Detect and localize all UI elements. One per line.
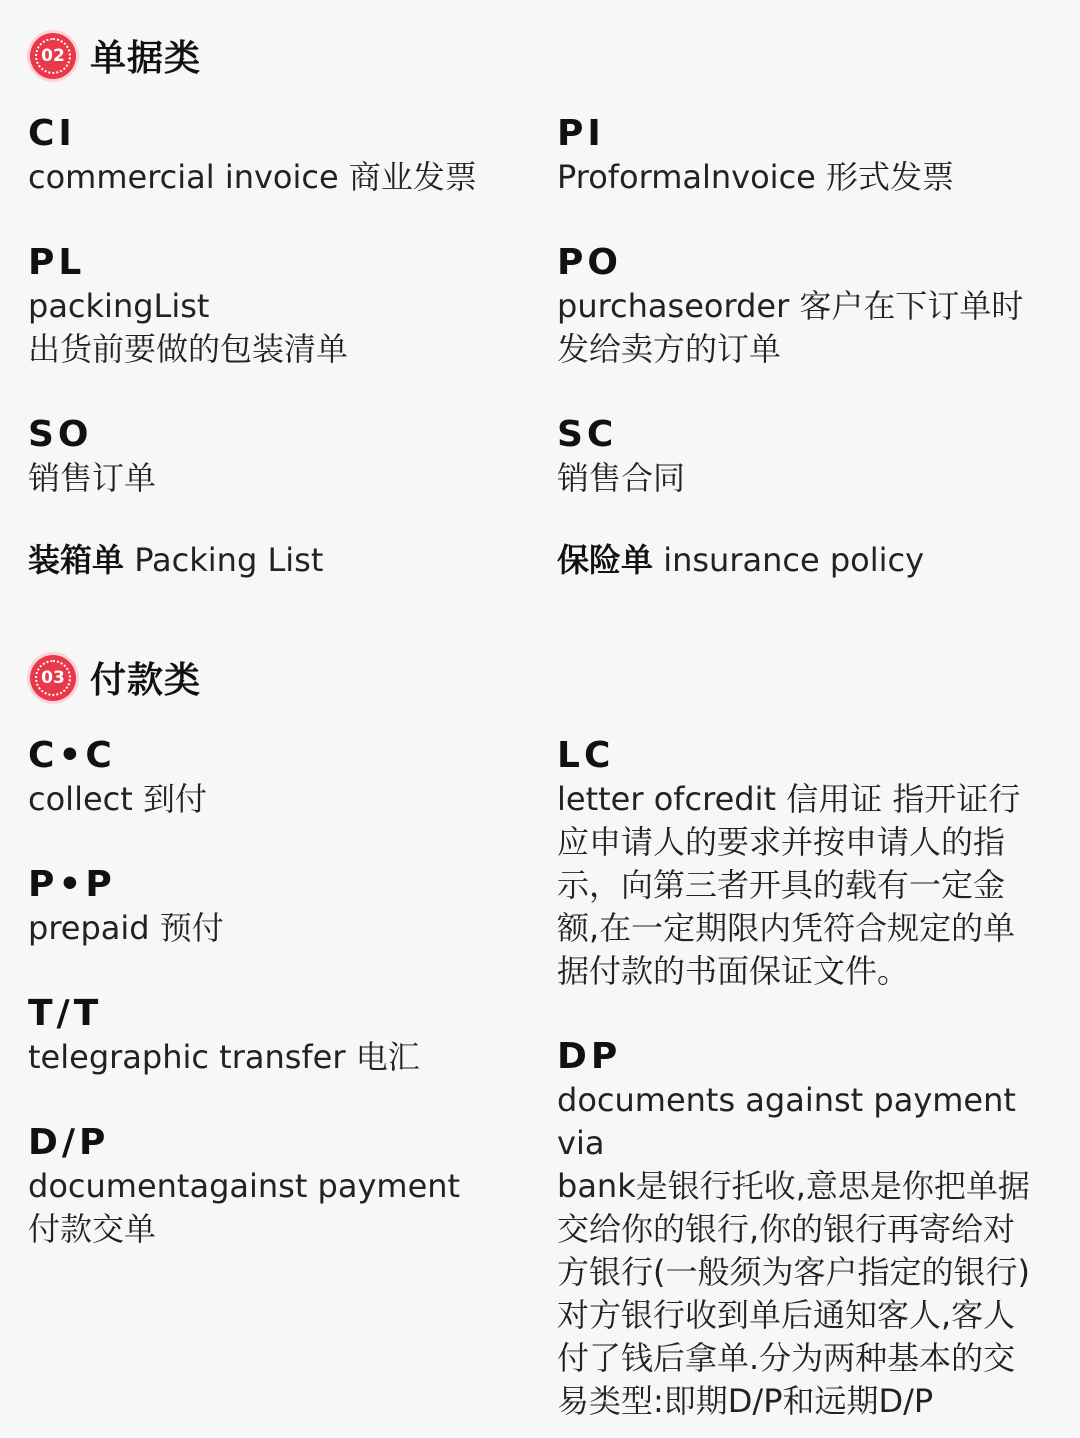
entry-so — [28, 413, 528, 500]
entry-lc — [557, 734, 1067, 993]
term-desc: commercial invoice 商业发票 — [28, 158, 477, 196]
term-abbr: T/T — [28, 993, 103, 1034]
term-abbr: C•C — [28, 735, 116, 776]
entry-tt — [28, 992, 528, 1079]
term-cn: 保险单 — [557, 541, 654, 579]
entry-pl — [28, 241, 528, 371]
term-cn: 装箱单 — [28, 541, 125, 579]
term-abbr: SO — [28, 414, 93, 455]
term-abbr: P•P — [28, 864, 116, 905]
term-abbr: D/P — [28, 1122, 110, 1163]
entry-cc — [28, 734, 528, 821]
section-title: 单据类 — [90, 38, 202, 79]
entry-insurance-policy — [557, 538, 1067, 582]
term-desc: Proformalnvoice 形式发票 — [557, 158, 955, 196]
entry-packing-list — [28, 538, 528, 582]
term-abbr: PL — [28, 242, 86, 283]
term-desc: letter ofcredit 信用证 指开证行 应申请人的要求并按申请人的指 示，向第三者开具的载有一定金 额,在一定期限内凭符合规定的单 据付款的书面保证文件。 — [557, 780, 1021, 990]
entry-ci — [28, 112, 528, 199]
term-abbr: PO — [557, 242, 622, 283]
term-abbr: PI — [557, 113, 605, 154]
section-title: 付款类 — [90, 660, 202, 701]
term-desc: collect 到付 — [28, 780, 207, 818]
term-abbr: LC — [557, 735, 615, 776]
entry-sc — [557, 413, 1067, 500]
term-desc: telegraphic transfer 电汇 — [28, 1038, 420, 1076]
term-desc: documents against payment via bank是银行托收,意思是你把单据 交给你的银行,你的银行再寄给对 方银行(一般须为客户指定的银行) 对方银行收到单后通知客人,客人 付了钱后拿单.分为两种基本的交 易类型:即期D/P和远期D/P — [557, 1081, 1030, 1420]
payment-section-header — [30, 652, 201, 703]
section-number-badge — [30, 33, 76, 79]
entry-d-p — [28, 1121, 528, 1251]
term-desc: prepaid 预付 — [28, 909, 224, 947]
section-number-badge — [30, 655, 76, 701]
term-desc: packingList 出货前要做的包装清单 — [28, 287, 349, 368]
documents-section-header — [30, 30, 201, 81]
term-desc: documentagainst payment 付款交单 — [28, 1167, 461, 1248]
term-abbr: CI — [28, 113, 76, 154]
term-desc: 销售合同 — [557, 459, 686, 497]
entry-pp — [28, 863, 528, 950]
section-number: 03 — [35, 660, 71, 696]
term-desc: 销售订单 — [28, 459, 157, 497]
entry-pi — [557, 112, 1067, 199]
term-desc: purchaseorder 客户在下订单时 发给卖方的订单 — [557, 287, 1024, 368]
term-en: insurance policy — [653, 541, 925, 579]
entry-po — [557, 241, 1067, 371]
term-en: Packing List — [124, 541, 324, 579]
term-abbr: SC — [557, 414, 618, 455]
term-abbr: DP — [557, 1036, 622, 1077]
section-number: 02 — [35, 38, 71, 74]
entry-dp — [557, 1035, 1067, 1423]
